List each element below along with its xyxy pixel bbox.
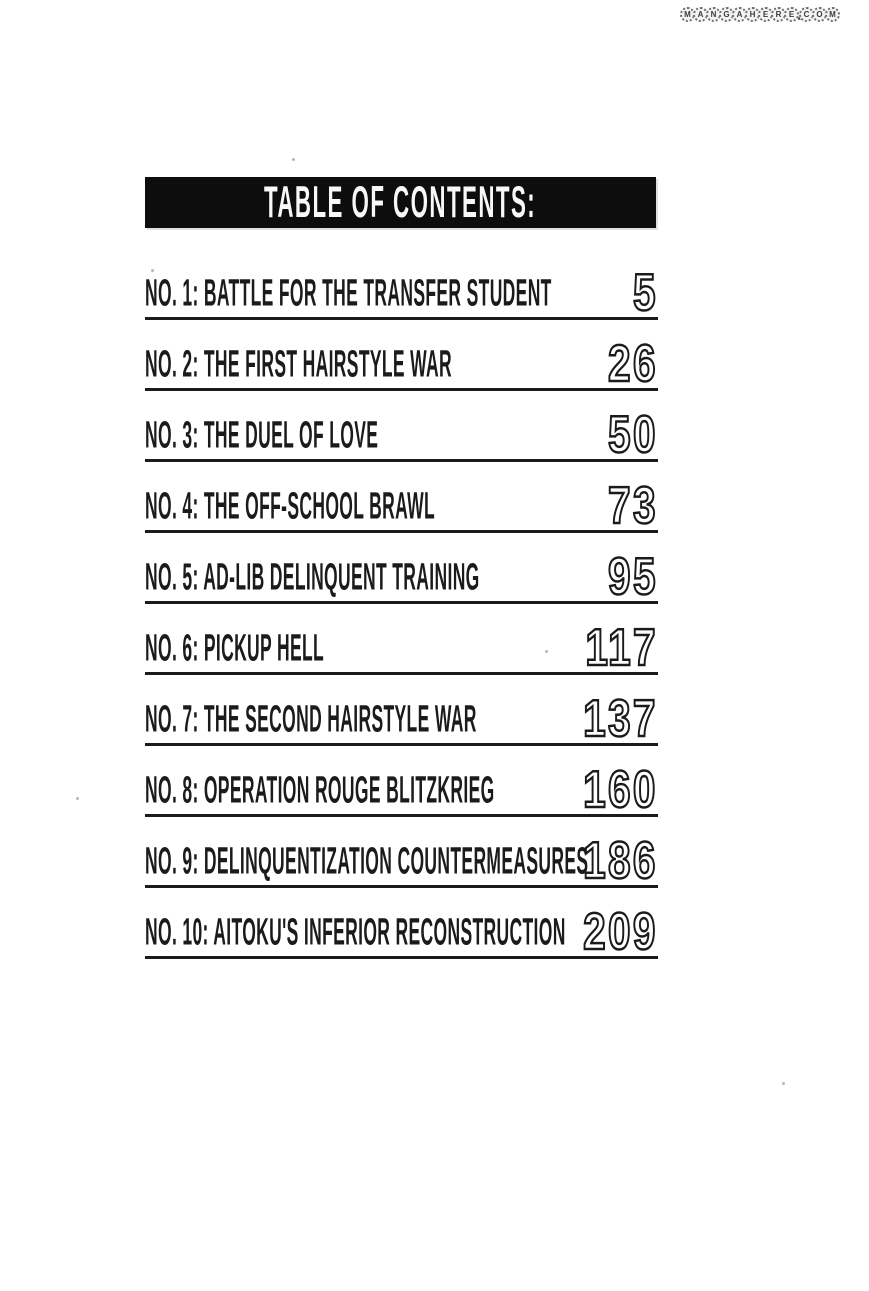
- scan-speck: [151, 269, 154, 272]
- watermark-letter: M: [825, 7, 840, 22]
- watermark-letter: A: [693, 7, 708, 22]
- entry-title: NO. 1: BATTLE FOR THE TRANSFER STUDENT: [145, 271, 552, 315]
- toc-entry: [145, 675, 658, 749]
- entry-page-number: 160: [583, 761, 658, 820]
- toc-entry: [145, 249, 658, 323]
- watermark-letter: O: [812, 7, 827, 22]
- watermark-letter: M: [680, 7, 695, 22]
- entry-title: NO. 9: DELINQUENTIZATION COUNTERMEASURES: [145, 839, 589, 883]
- toc-entry: [145, 746, 658, 820]
- entry-title: NO. 2: THE FIRST HAIRSTYLE WAR: [145, 342, 453, 386]
- watermark-letter: H: [745, 7, 760, 22]
- toc-list: [145, 249, 658, 962]
- toc-entry: [145, 391, 658, 465]
- entry-title: NO. 8: OPERATION ROUGE BLITZKRIEG: [145, 768, 495, 812]
- watermark-letter: E: [784, 7, 799, 22]
- mangahere-watermark: [682, 7, 840, 22]
- watermark-letter: A: [732, 7, 747, 22]
- toc-entry: [145, 320, 658, 394]
- toc-entry: [145, 604, 658, 678]
- scan-speck: [782, 1082, 785, 1085]
- entry-title: NO. 4: THE OFF-SCHOOL BRAWL: [145, 484, 436, 528]
- toc-entry: [145, 817, 658, 891]
- entry-page-number: 26: [608, 335, 658, 394]
- entry-title: NO. 7: THE SECOND HAIRSTYLE WAR: [145, 697, 477, 741]
- scan-speck: [292, 158, 295, 161]
- entry-page-number: 117: [585, 619, 658, 678]
- watermark-letter: N: [706, 7, 721, 22]
- entry-page-number: 137: [583, 690, 658, 749]
- entry-title: NO. 5: AD-LIB DELINQUENT TRAINING: [145, 555, 480, 599]
- entry-page-number: 186: [583, 832, 658, 891]
- entry-title: NO. 6: PICKUP HELL: [145, 626, 325, 670]
- scan-speck: [545, 650, 548, 653]
- entry-page-number: 73: [608, 477, 658, 536]
- entry-title: NO. 3: THE DUEL OF LOVE: [145, 413, 379, 457]
- entry-title: NO. 10: AITOKU'S INFERIOR RECONSTRUCTION: [145, 910, 566, 954]
- entry-page-number: 5: [633, 264, 658, 323]
- toc-entry: [145, 462, 658, 536]
- scan-speck: [76, 797, 79, 800]
- watermark-letter: R: [771, 7, 786, 22]
- watermark-letter: C: [799, 7, 814, 22]
- entry-page-number: 50: [608, 406, 658, 465]
- entry-page-number: 95: [608, 548, 658, 607]
- toc-entry: [145, 533, 658, 607]
- watermark-letter: G: [719, 7, 734, 22]
- toc-entry: [145, 888, 658, 962]
- watermark-letter: E: [758, 7, 773, 22]
- entry-page-number: 209: [583, 903, 658, 962]
- toc-title: TABLE OF CONTENTS:: [264, 176, 537, 227]
- toc-title-banner: [145, 177, 656, 228]
